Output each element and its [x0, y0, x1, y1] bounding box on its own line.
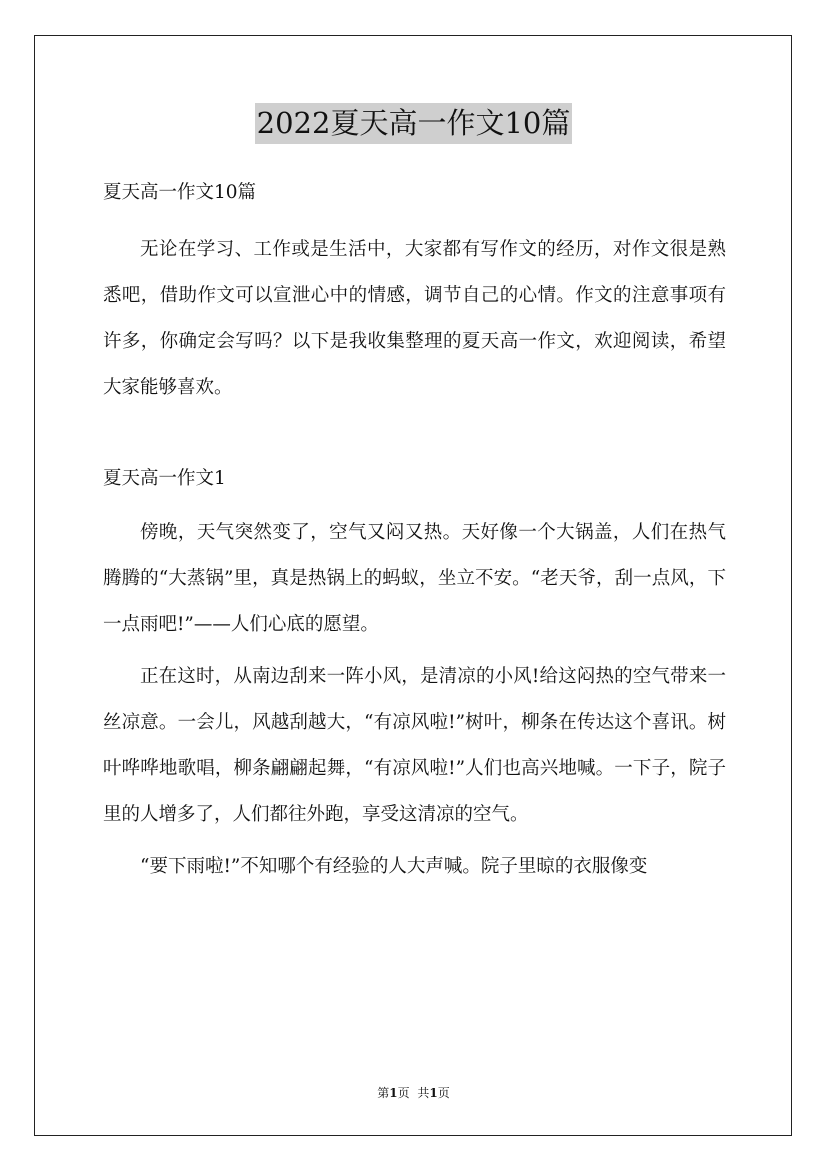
- document-title: 2022夏天高一作文10篇: [255, 103, 573, 144]
- footer-total-prefix: 共: [417, 1086, 430, 1100]
- footer-page-number: 1: [389, 1086, 398, 1100]
- page-footer: [0, 1085, 827, 1101]
- section-heading: 夏天高一作文1: [103, 468, 226, 489]
- document-subtitle: 夏天高一作文10篇: [103, 182, 257, 203]
- intro-paragraph: 无论在学习、工作或是生活中，大家都有写作文的经历，对作文很是熟悉吧，借助作文可以宣泄心中的情感，调节自己的心情。作文的注意事项有许多，你确定会写吗？以下是我收集整理的夏天高一作文，欢迎阅读，希望大家能够喜欢。: [103, 239, 726, 398]
- footer-total-suffix: 页: [437, 1086, 450, 1100]
- section-paragraph: 正在这时，从南边刮来一阵小风，是清凉的小风!给这闷热的空气带来一丝凉意。一会儿，风越刮越大，“有凉风啦!”树叶，柳条在传达这个喜讯。树叶哗哗地歌唱，柳条翩翩起舞，“有凉风啦!”人们也高兴地喊。一下子，院子里的人增多了，人们都往外跑，享受这清凉的空气。: [103, 666, 726, 825]
- footer-page-prefix: 第: [377, 1086, 390, 1100]
- section-paragraph: “要下雨啦!”不知哪个有经验的人大声喊。院子里晾的衣服像变: [140, 856, 648, 877]
- footer-total-number: 1: [429, 1086, 438, 1100]
- document-body: [103, 174, 726, 890]
- section-paragraph: 傍晚，天气突然变了，空气又闷又热。天好像一个大锅盖，人们在热气腾腾的“大蒸锅”里，真是热锅上的蚂蚁，坐立不安。“老天爷，刮一点风，下一点雨吧!”——人们心底的愿望。: [103, 522, 726, 635]
- footer-page-suffix: 页: [397, 1086, 410, 1100]
- title-container: [0, 103, 827, 144]
